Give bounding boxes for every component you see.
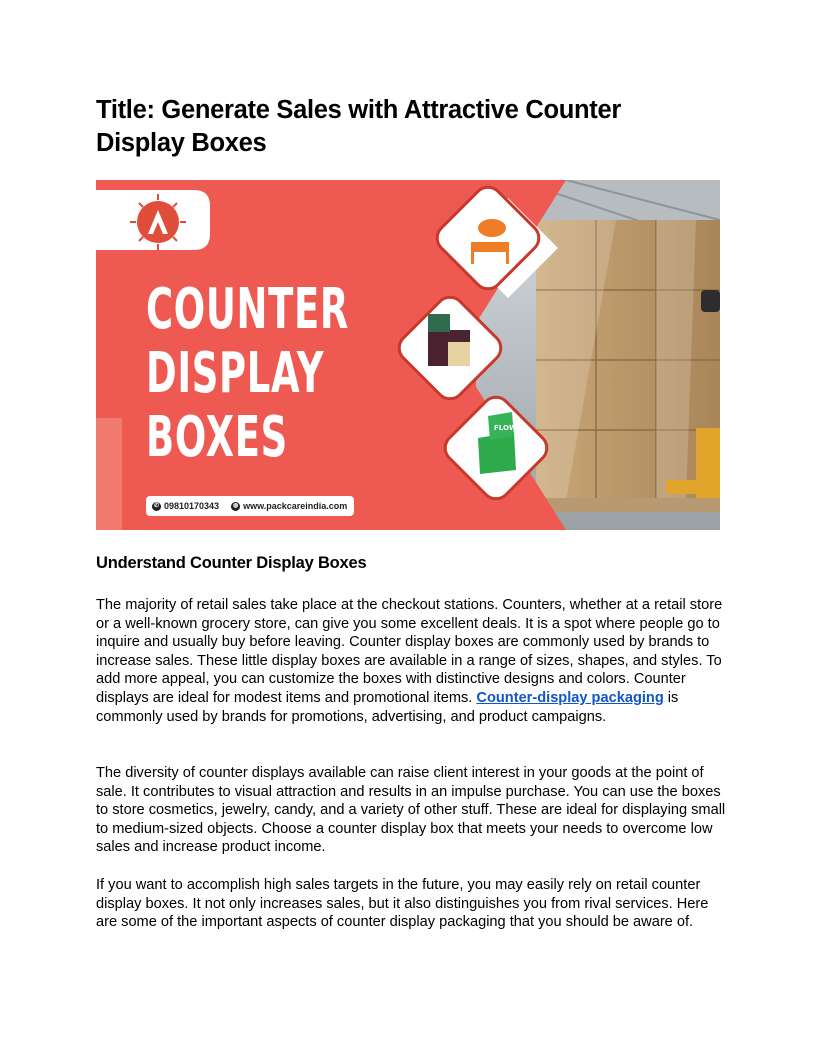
paragraph-1 — [96, 596, 726, 726]
paragraph-1-text-end: is commonly used by brands for promotions, advertising, and product campaigns. — [96, 689, 679, 725]
contact-pill — [146, 496, 354, 516]
paragraph-2: The diversity of counter displays available can raise client interest in your goods at the point of sale. It contributes to visual attraction and results in an impulse purchase. You can use the boxes to store cosmetics, jewelry, candy, and a variety of other stuff. These are ideal for displaying small to medium-sized objects. Choose a counter display box that meets your needs to overcome low sales and increase product income. — [96, 765, 726, 856]
counter-display-packaging-link[interactable]: Counter-display packaging — [476, 689, 664, 706]
headline-line-1: COUNTER — [146, 277, 350, 342]
website-url: www.packcareindia.com — [243, 501, 348, 511]
hero-banner — [96, 180, 720, 530]
globe-icon: ◍ — [232, 502, 239, 509]
paragraph-3: If you want to accomplish high sales targets in the future, you may easily rely on retail counter display boxes. It not only increases sales, but it also distinguishes you from rival services. Here are some of the important aspects of counter display packaging that you should be aware of. — [96, 877, 709, 931]
paragraph-1-text: The majority of retail sales take place at the checkout stations. Counters, whether at a retail store or a well-known grocery store, can give you some excellent deals. It is a spot where people go to inquire and usually buy before leaving. Counter display boxes are commonly used by brands to increase sales. These little display boxes are available in a range of sizes, shapes, and styles. To add more appeal, you can customize the boxes with distinctive designs and colors. Counter displays are ideal for modest items and promotional items. — [96, 597, 723, 706]
brand-logo — [96, 190, 210, 250]
section-heading: Understand Counter Display Boxes — [96, 554, 367, 572]
box-label: FLOW — [494, 424, 517, 432]
headline-line-2: DISPLAY — [146, 341, 325, 406]
phone-number: 09810170343 — [164, 501, 220, 511]
phone-icon: ✆ — [153, 502, 160, 509]
page-title: Title: Generate Sales with Attractive Counter Display Boxes — [96, 96, 621, 157]
headline-line-3: BOXES — [146, 405, 288, 470]
